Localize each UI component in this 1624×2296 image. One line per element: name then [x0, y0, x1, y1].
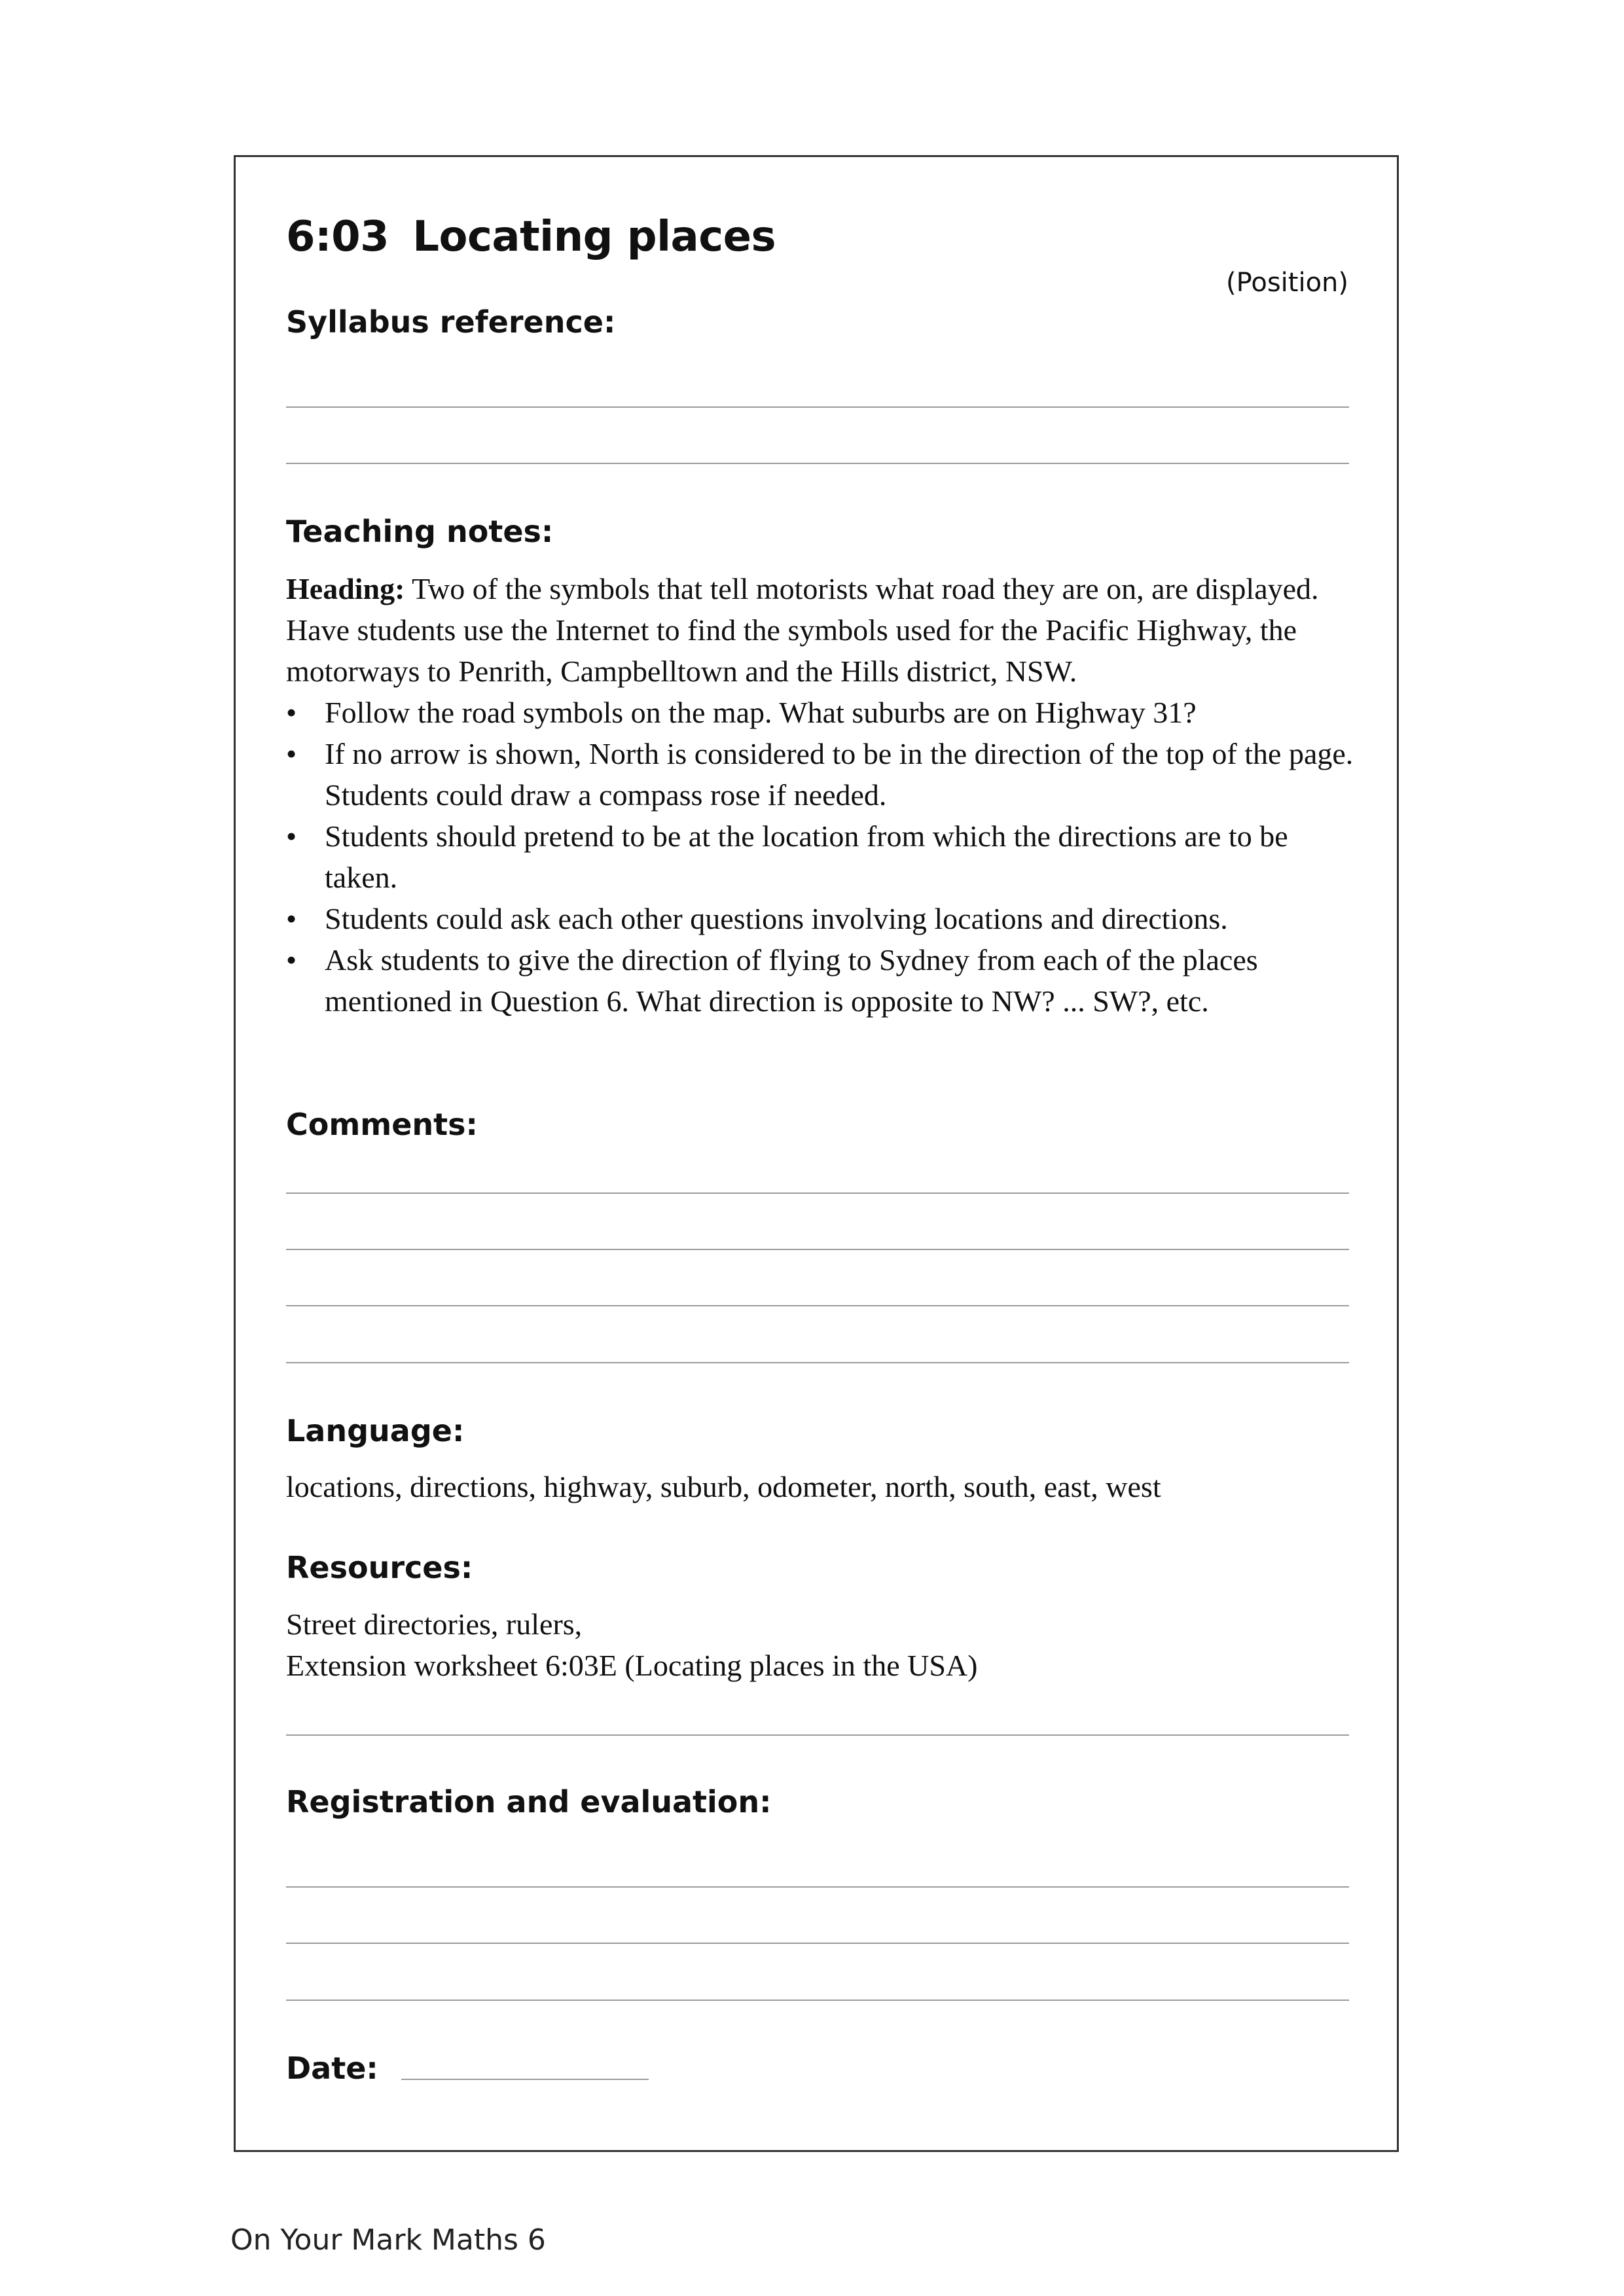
bullet-icon: • [286, 902, 297, 935]
worksheet-title: Locating places [412, 213, 776, 261]
list-item [286, 816, 1360, 898]
bullet-text: Follow the road symbols on the map. What suburbs are on Highway 31? [325, 696, 1197, 729]
date-line [401, 2079, 649, 2080]
registration-line-1 [286, 1886, 1349, 1888]
bullet-icon: • [286, 943, 297, 977]
language-heading: Language: [286, 1413, 465, 1448]
comments-line-1 [286, 1193, 1349, 1194]
list-item [286, 733, 1360, 816]
resources-line-1: Street directories, rulers, [286, 1607, 583, 1641]
resources-rule [286, 1734, 1349, 1736]
date-label: Date: [286, 2051, 378, 2086]
heading-note [286, 568, 1360, 692]
registration-line-3 [286, 2000, 1349, 2001]
syllabus-line-2 [286, 463, 1349, 464]
bullet-icon: • [286, 696, 297, 729]
comments-line-2 [286, 1249, 1349, 1250]
language-words: locations, directions, highway, suburb, odometer, north, south, east, west [286, 1470, 1161, 1503]
heading-note-label: Heading: [286, 572, 405, 605]
resources-heading: Resources: [286, 1550, 473, 1585]
list-item [286, 939, 1360, 1022]
bullet-icon: • [286, 819, 297, 853]
syllabus-line-1 [286, 406, 1349, 408]
comments-heading: Comments: [286, 1107, 478, 1142]
topic-label: (Position) [1226, 268, 1348, 298]
bullet-icon: • [286, 737, 297, 770]
comments-line-3 [286, 1305, 1349, 1306]
worksheet-frame [234, 155, 1399, 2152]
teaching-bullet-list [286, 692, 1360, 1022]
footer-title: On Your Mark Maths 6 [230, 2223, 546, 2257]
bullet-text: If no arrow is shown, North is considered to be in the direction of the top of the page. Students could draw a compass rose if needed. [325, 737, 1354, 812]
resources-line-2: Extension worksheet 6:03E (Locating places in the USA) [286, 1649, 978, 1682]
bullet-text: Students could ask each other questions involving locations and directions. [325, 902, 1228, 935]
page-title [286, 211, 776, 263]
comments-line-4 [286, 1362, 1349, 1363]
bullet-text: Ask students to give the direction of flying to Sydney from each of the places mentioned in Question 6. What direction is opposite to NW? ... SW?, etc. [325, 943, 1258, 1018]
worksheet-number: 6:03 [286, 213, 389, 261]
list-item [286, 692, 1360, 733]
registration-heading: Registration and evaluation: [286, 1784, 772, 1820]
registration-line-2 [286, 1943, 1349, 1944]
teaching-notes-heading: Teaching notes: [286, 514, 554, 549]
bullet-text: Students should pretend to be at the location from which the directions are to be taken. [325, 819, 1288, 894]
list-item [286, 898, 1360, 939]
heading-note-text: Two of the symbols that tell motorists what road they are on, are displayed. Have students use the Internet to find the symbols used for the Pacific Highway, the motorways to Penrith, Campbelltown and the Hills district, NSW. [286, 572, 1319, 688]
teaching-notes-body [286, 568, 1360, 1022]
syllabus-heading: Syllabus reference: [286, 304, 616, 340]
